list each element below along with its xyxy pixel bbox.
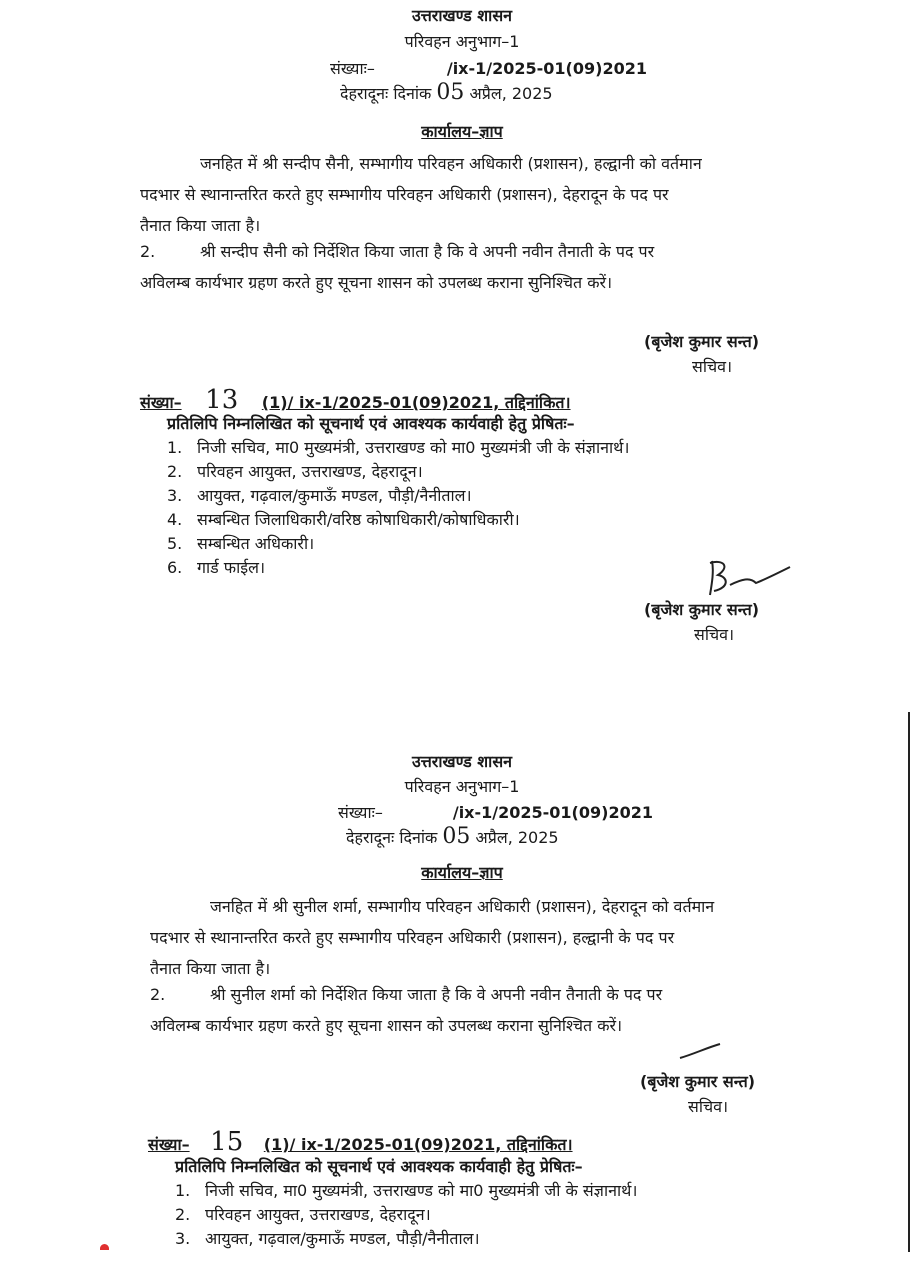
list-item: [167, 556, 629, 580]
copy-heading: प्रतिलिपि निम्नलिखित को सूचनार्थ एवं आवश्यक कार्यवाही हेतु प्रेषितः–: [175, 1157, 583, 1176]
paragraph-2: [140, 236, 830, 298]
paragraph-line: श्री सुनील शर्मा को निर्देशित किया जाता है कि वे अपनी नवीन तैनाती के पद पर: [210, 985, 663, 1004]
list-item: [167, 484, 629, 508]
order-date: [340, 80, 553, 105]
paragraph-line: तैनात किया जाता है।: [140, 216, 261, 235]
list-item: [175, 1227, 637, 1251]
paragraph-line: अविलम्ब कार्यभार ग्रहण करते हुए सूचना शासन को उपलब्ध कराना सुनिश्चित करें।: [150, 1016, 623, 1035]
order-number-label: संख्याः–: [338, 803, 383, 822]
signatory-title: सचिव।: [692, 357, 733, 376]
memo-title: कार्यालय–ज्ञाप: [421, 122, 503, 141]
copy-list: [167, 436, 629, 580]
copy-number-label: संख्या–: [140, 393, 182, 412]
paragraph-line: तैनात किया जाता है।: [150, 959, 271, 978]
copy-number-label: संख्या–: [148, 1135, 190, 1154]
copy-number-handwritten: 15: [210, 1127, 244, 1157]
list-number: 3.: [175, 1229, 191, 1248]
date-rest: अप्रैल, 2025: [475, 828, 559, 847]
list-item: [167, 532, 629, 556]
list-text: निजी सचिव, मा0 मुख्यमंत्री, उत्तराखण्ड को मा0 मुख्यमंत्री जी के संज्ञानार्थ।: [197, 438, 630, 457]
list-text: गार्ड फाईल।: [197, 558, 266, 577]
copy-number: [140, 385, 571, 415]
list-item: [175, 1179, 637, 1203]
copy-heading: प्रतिलिपि निम्नलिखित को सूचनार्थ एवं आवश्यक कार्यवाही हेतु प्रेषितः–: [167, 414, 575, 433]
copy-number-rest: (1)/ ix-1/2025-01(09)2021, तद्दिनांकित।: [263, 1135, 573, 1154]
govt-header: उत्तराखण्ड शासन: [411, 6, 513, 25]
date-day: 05: [436, 80, 465, 105]
order-date: [346, 824, 559, 849]
order-number-label: संख्याः–: [330, 59, 375, 78]
list-text: सम्बन्धित जिलाधिकारी/वरिष्ठ कोषाधिकारी/कोषाधिकारी।: [197, 510, 520, 529]
list-number: 4.: [167, 510, 183, 529]
handwritten-initial: [676, 1042, 726, 1062]
signatory-title: सचिव।: [694, 625, 735, 644]
paragraph-line: पदभार से स्थानान्तरित करते हुए सम्भागीय परिवहन अधिकारी (प्रशासन), देहरादून के पद पर: [140, 185, 669, 204]
paragraph-1: [140, 148, 830, 241]
list-number: 1.: [175, 1181, 191, 1200]
memo-title: कार्यालय–ज्ञाप: [421, 863, 503, 882]
list-text: परिवहन आयुक्त, उत्तराखण्ड, देहरादून।: [205, 1205, 431, 1224]
list-text: आयुक्त, गढ़वाल/कुमाऊँ मण्डल, पौड़ी/नैनीताल।: [197, 486, 472, 505]
list-text: परिवहन आयुक्त, उत्तराखण्ड, देहरादून।: [197, 462, 423, 481]
list-number: 6.: [167, 558, 183, 577]
list-number: 3.: [167, 486, 183, 505]
copy-number: [148, 1127, 573, 1157]
list-item: [167, 460, 629, 484]
signatory-name: (बृजेश कुमार सन्त): [644, 332, 760, 351]
list-number: 5.: [167, 534, 183, 553]
red-mark: [100, 1244, 109, 1250]
paragraph-line: अविलम्ब कार्यभार ग्रहण करते हुए सूचना शासन को उपलब्ध कराना सुनिश्चित करें।: [140, 273, 613, 292]
handwritten-signature: [700, 555, 800, 600]
copy-list: [175, 1179, 637, 1251]
paragraph-line: जनहित में श्री सन्दीप सैनी, सम्भागीय परिवहन अधिकारी (प्रशासन), हल्द्वानी को वर्तमान: [200, 154, 702, 173]
list-item: [167, 436, 629, 460]
order-number: [330, 57, 647, 79]
date-label: देहरादूनः दिनांक: [340, 84, 432, 103]
govt-header: उत्तराखण्ड शासन: [411, 752, 513, 771]
signatory-title: सचिव।: [688, 1097, 729, 1116]
date-label: देहरादूनः दिनांक: [346, 828, 438, 847]
list-item: [175, 1203, 637, 1227]
order-number: [338, 801, 653, 823]
paragraph-2: [150, 979, 830, 1041]
paragraph-1: [150, 891, 830, 984]
date-rest: अप्रैल, 2025: [469, 84, 553, 103]
copy-number-handwritten: 13: [205, 385, 239, 415]
order-number-value: /ix-1/2025-01(09)2021: [452, 803, 653, 822]
paragraph-line: पदभार से स्थानान्तरित करते हुए सम्भागीय परिवहन अधिकारी (प्रशासन), हल्द्वानी के पद पर: [150, 928, 675, 947]
paragraph-2-number: 2.: [150, 985, 166, 1004]
section-name: परिवहन अनुभाग–1: [404, 32, 520, 51]
signatory-name: (बृजेश कुमार सन्त): [640, 1072, 756, 1091]
section-name: परिवहन अनुभाग–1: [404, 777, 520, 796]
copy-number-rest: (1)/ ix-1/2025-01(09)2021, तद्दिनांकित।: [261, 393, 571, 412]
list-text: आयुक्त, गढ़वाल/कुमाऊँ मण्डल, पौड़ी/नैनीताल।: [205, 1229, 480, 1248]
list-item: [167, 508, 629, 532]
paragraph-line: श्री सन्दीप सैनी को निर्देशित किया जाता है कि वे अपनी नवीन तैनाती के पद पर: [200, 242, 655, 261]
paragraph-2-number: 2.: [140, 242, 156, 261]
list-number: 2.: [167, 462, 183, 481]
list-number: 1.: [167, 438, 183, 457]
list-text: निजी सचिव, मा0 मुख्यमंत्री, उत्तराखण्ड को मा0 मुख्यमंत्री जी के संज्ञानार्थ।: [205, 1181, 638, 1200]
list-text: सम्बन्धित अधिकारी।: [197, 534, 315, 553]
order-number-value: /ix-1/2025-01(09)2021: [446, 59, 647, 78]
list-number: 2.: [175, 1205, 191, 1224]
signatory-name: (बृजेश कुमार सन्त): [644, 600, 760, 619]
date-day: 05: [442, 824, 471, 849]
paragraph-line: जनहित में श्री सुनील शर्मा, सम्भागीय परिवहन अधिकारी (प्रशासन), देहरादून को वर्तमान: [210, 897, 715, 916]
